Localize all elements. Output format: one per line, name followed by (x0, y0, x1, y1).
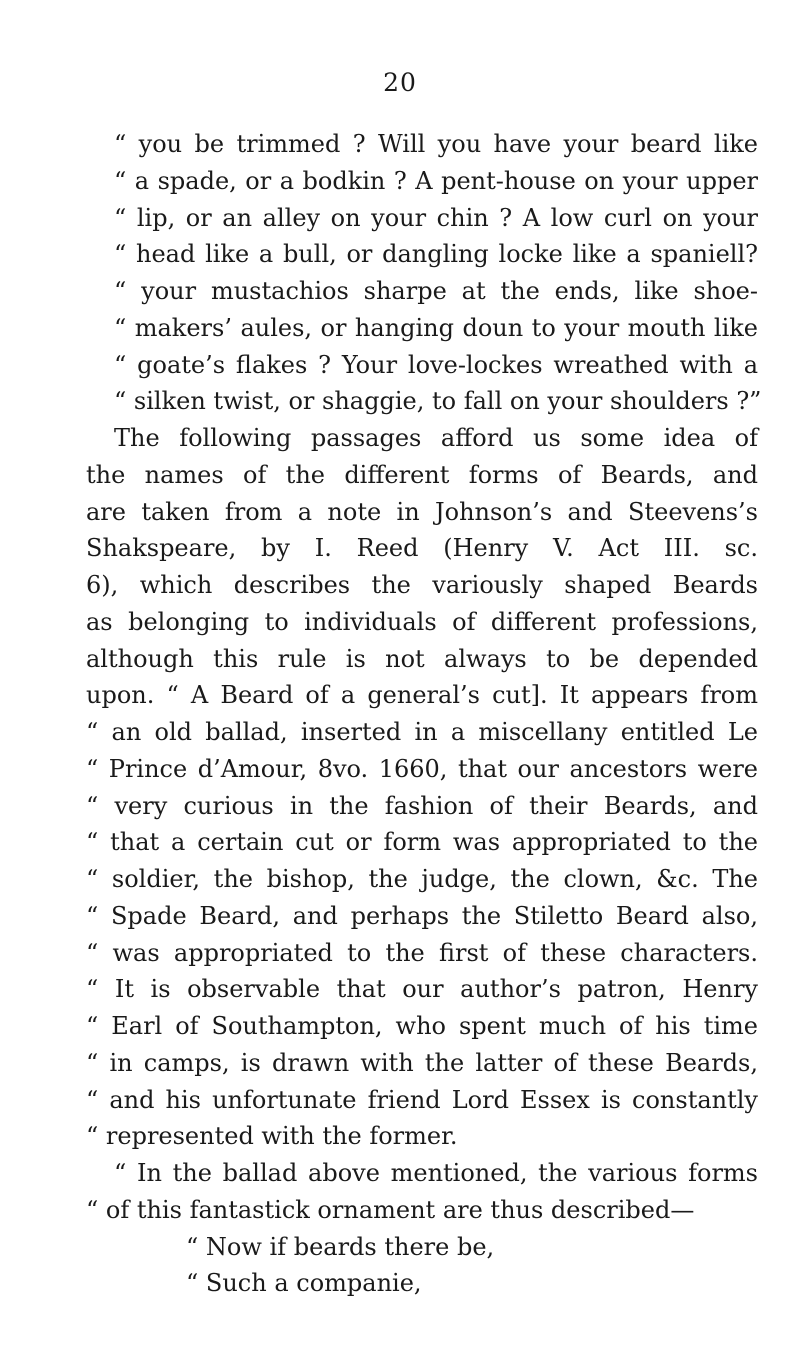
text-line: “ a spade, or a bodkin ? A pent-house on your upper (114, 166, 758, 195)
text-line: “ very curious in the fashion of their Beards, and (86, 791, 758, 820)
text-line: “ silken twist, or shaggie, to fall on your shoulders ?” (114, 387, 762, 416)
text-line: “ represented with the former. (86, 1122, 458, 1151)
text-line: “ Prince d’Amour, 8vo. 1660, that our ancestors were (86, 754, 758, 783)
text-line: “ It is observable that our author’s patron, Henry (86, 975, 758, 1004)
text-line: “ your mustachios sharpe at the ends, like shoe- (114, 277, 758, 305)
text-line: although this rule is not always to be depended (86, 644, 758, 673)
text-line: the names of the different forms of Beards, and (86, 460, 758, 489)
text-line: are taken from a note in Johnson’s and Steevens’s (86, 497, 758, 526)
text-line: “ in camps, is drawn with the latter of these Beards, (86, 1048, 758, 1077)
text-line: “ that a certain cut or form was appropriated to the (86, 828, 758, 857)
text-line: The following passages afford us some idea of (114, 424, 758, 452)
page-number: 20 (383, 68, 417, 97)
text-line: “ head like a bull, or dangling locke like a spaniell? (114, 240, 758, 269)
text-line: Shakspeare, by I. Reed (Henry V. Act III. sc. (86, 534, 758, 563)
text-line: “ an old ballad, inserted in a miscellany entitled Le (86, 718, 758, 746)
text-line: upon. “ A Beard of a general’s cut]. It appears from (86, 681, 758, 710)
text-line: 6), which describes the variously shaped Beards (86, 571, 758, 599)
text-line: “ of this fantastick ornament are thus described— (86, 1195, 695, 1224)
body-text (86, 126, 762, 1302)
text-line: “ makers’ aules, or hanging doun to your mouth like (114, 313, 758, 342)
text-line: as belonging to individuals of different professions, (86, 607, 758, 636)
text-line: “ was appropriated to the first of these characters. (86, 938, 758, 967)
text-line: “ In the ballad above mentioned, the various forms (114, 1159, 758, 1187)
text-line: “ soldier, the bishop, the judge, the clown, &c. The (86, 865, 758, 893)
text-line: “ Such a companie, (186, 1269, 422, 1298)
text-line: “ Now if beards there be, (186, 1232, 495, 1261)
text-line: “ goate’s flakes ? Your love-lockes wreathed with a (114, 350, 758, 379)
text-line: “ you be trimmed ? Will you have your beard like (114, 130, 758, 158)
text-line: “ Spade Beard, and perhaps the Stiletto Beard also, (86, 901, 758, 930)
text-line: “ lip, or an alley on your chin ? A low curl on your (114, 203, 758, 232)
text-line: “ and his unfortunate friend Lord Essex is constantly (86, 1085, 758, 1114)
text-line: “ Earl of Southampton, who spent much of his time (86, 1012, 758, 1040)
